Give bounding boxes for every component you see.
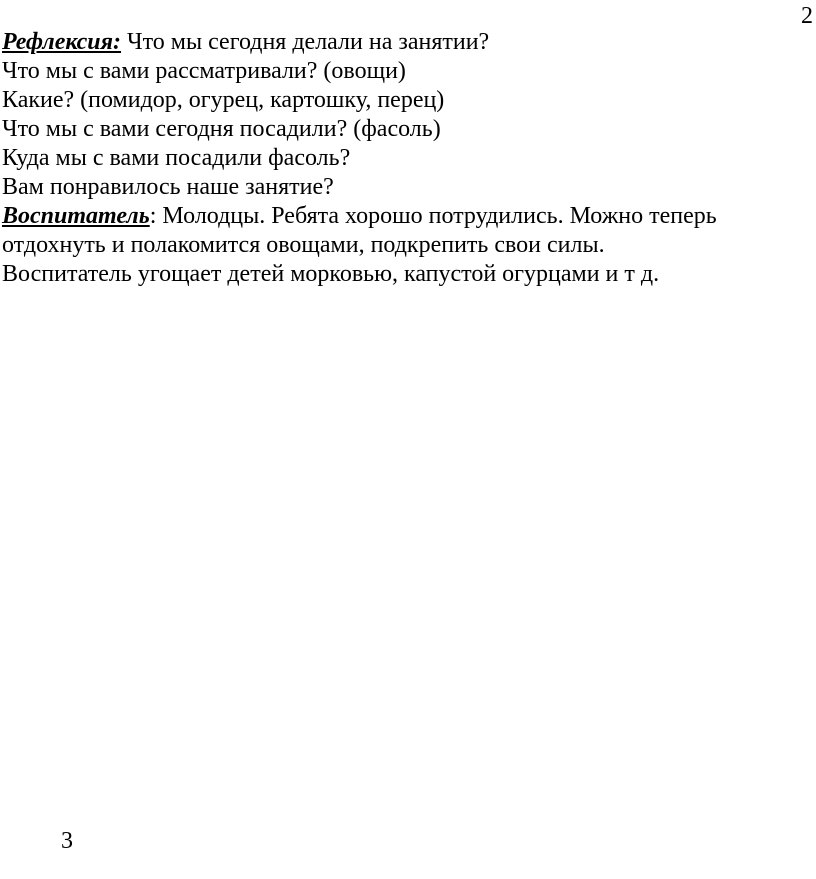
- page-number-bottom: 3: [61, 828, 73, 854]
- document-body: [2, 28, 802, 289]
- page-number-top: 2: [801, 3, 813, 29]
- educator-text-1: : Молодцы. Ребята хорошо потрудились. Можно теперь: [149, 203, 717, 229]
- educator-text-2: отдохнуть и полакомится овощами, подкрепить свои силы.: [2, 232, 605, 258]
- text-line-1: Что мы с вами рассматривали? (овощи): [2, 58, 406, 84]
- reflection-label: Рефлексия:: [2, 29, 122, 55]
- text-line-4: Куда мы с вами посадили фасоль?: [2, 145, 351, 171]
- text-line-5: Вам понравилось наше занятие?: [2, 174, 334, 200]
- reflection-question: Что мы сегодня делали на занятии?: [121, 29, 490, 55]
- educator-label: Воспитатель: [2, 203, 150, 229]
- reflection-line: [2, 28, 802, 57]
- text-line-2: Какие? (помидор, огурец, картошку, перец): [2, 87, 445, 113]
- educator-line: [2, 202, 802, 231]
- text-line-3: Что мы с вами сегодня посадили? (фасоль): [2, 116, 441, 142]
- educator-text-3: Воспитатель угощает детей морковью, капустой огурцами и т д.: [2, 261, 660, 287]
